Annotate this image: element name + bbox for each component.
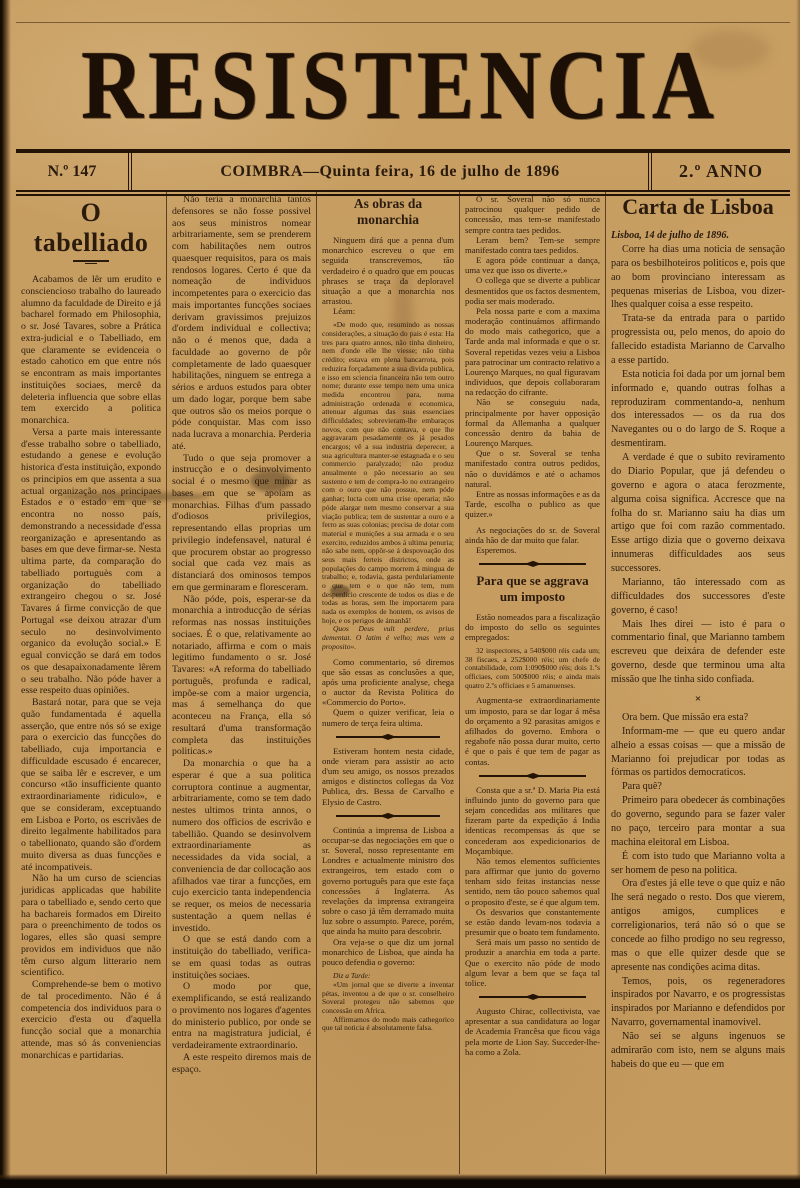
headline-rule: [73, 260, 109, 262]
column-1: [16, 192, 166, 1174]
paragraph: O modo por que, exemplificando, se está realizando o provimento nos logares d'agentes do ministerio publico, por onde se entra na magistratura judicial, é verdadeiramente extraordinario.: [172, 981, 311, 1051]
paragraph: E agora póde continuar a dança, uma vez que isso os diverte.»: [465, 255, 600, 276]
paragraph: 32 inspectores, a 540$000 réis cada um; 38 fiscaes, a 252$000 réis; um chefe de contabilidade, com 1:090$000 réis; dois 1.ºs officiaes, com 500$000 réis; e ainda mais quatro 2.ºs officiaes e 5 amanuenses.: [465, 646, 600, 690]
paragraph: Leram bem? Tem-se sempre manifestado contra taes pedidos.: [465, 234, 600, 255]
scan-edge-bottom: [0, 1174, 800, 1188]
paragraph: Corre ha dias uma noticia de sensação para os besbilhoteiros politicos e, pois que ao bom provinciano interessam as pequenas miserias de Lisboa, vou dizer-lhes qualquer coisa a esse respeito.: [611, 243, 785, 311]
paragraph: Não teria a monarchia tantos defensores se não fosse possivel aos seus ministros nomear arbitrariamente, sem se prenderem com habilitações nem outros quaesquer requisitos, para os mais rendosos logares. Certo é que da nomeação de individuos incompetentes para o exercicio das mais importantes funcções sociaes derivam gravissimos prejuizos d'ordem individual e collectiva; não o é menos que, dada a faculdade ao governo de pôr completamente de lado quaesquer habilitações, ninguem se entrega a sérios e arduos estudos para obter um dado logar, porque bem sabe que outros são os meios porque o póde conquistar. Mas com isso nada lucrava a monarchia. Perderia até.: [172, 194, 311, 452]
paragraph: Os desvarios que constantemente se estão dando levam-nos todavia a presumir que o boato tem fundamento.: [465, 906, 600, 938]
paragraph: Não sei se alguns ingenuos se admirarão com isto, nem se alguns mais habeis do que eu — que em: [611, 1031, 785, 1070]
paragraph: Que o sr. Soveral se tenha manifestado contra outros pedidos, não o duvidámos e até o achamos natural.: [465, 448, 600, 489]
paragraph: Marianno, tão interessado com as difficuldades dos successores d'este governo, é caso!: [611, 576, 785, 616]
separator-rule: ◆: [479, 996, 586, 998]
headline-o-tabelliado: O tabelliado: [33, 198, 149, 257]
date-line: COIMBRA—Quinta feira, 16 de julho de 1896: [220, 162, 560, 180]
quoted-paragraph: «Um jornal que se diverte a inventar pétas, inventou a de que o sr. conselheiro Soveral protegeu não sabemos que concessão em Africa.: [322, 979, 454, 1015]
paragraph: Léam:: [333, 306, 356, 317]
paragraph: Tudo o que seja promover a instrucção e o desinvolvimento social é o mesmo que minar as bases em que se apoiam as monarchias. Filhas d'um passado d'odiosos privilegios, representando ellas proprias um privilegio indefensavel, natural é que procurem obstar ao progresso social que cada vez mais as distanciará dos ominosos tempos em que germinaram e floresceram.: [172, 452, 311, 593]
paragraph: Não se conseguiu nada, principalmente por haver opposição formal da Allemanha a qualquer concessão dentro da bahia de Lourenço Marques.: [465, 397, 600, 449]
paragraph: Augmenta-se extraordinariamente um imposto, para se dar logar á mêsa do orçamento a 92 parasitas amigos e afilhados do governo. Embora o regabofe não possa durar muito, certo é que o país é que tem de pagar as contas.: [465, 695, 600, 767]
x-separator-icon: ×: [694, 692, 702, 705]
paragraph: Não póde, pois, esperar-se da monarchia a introducção de sérias reformas nas nossas instituições sociaes. É o que, relativamente ao notariado, affirma e com o mais legitimo fundamento o sr. José Tavares: «A reforma do tabelliado português, profunda e radical, impõe-se com a maior urgencia, mas á semelhança do que aconteceu na França, ella só resultará d'uma transformação completa das instituições politicas.»: [172, 593, 311, 758]
paragraph: Augusto Chirac, collectivista, vae apresentar a sua candidatura ao logar de Academia Francêsa que ficou vága pela morte de Lion Say. Succeder-lhe-ha como a Zola.: [465, 1006, 600, 1057]
paragraph: Continúa a imprensa de Lisboa a occupar-se das negociações em que o sr. Soveral, nosso representante em Londres e actualmente ministro dos extrangeiros, tem estado com o governo português para que este faça concessões á Inglaterra. As revelações da imprensa extrangeira sobre o caso já têm derramado muita luz sobre o assumpto. Parece, porém, que ainda ha muito para descobrir.: [322, 824, 454, 937]
quoted-paragraph: «De modo que, resumindo as nossas considerações, a situação do pais é esta: Ha tres para quatro annos, não tinha dinheiro, nem d'onde elle lhe viesse; não tinha crédito; estava em plena bancarrota, pois reduzira forçadamente a sua divida publica, e isso em sciencia financeira não tem outro nome; durante esse tempo nem uma unica medida encontrou para, numa administração ordenada e economica, attenuar algumas das suas essenciaes difficuldades; sobrevieram-lhe embaraços novos, com que não contava, e que lhe aggravaram pesadamente os já pesados encargos; vê a sua industria deperecer, a sua agricultura manter-se estagnada e o seu commercio paralyzado; não produz anualmente o pão necessario ao seu sustento e tem de compra-lo no extrangeiro com o ouro que não possue, nem póde ganhar; lucta com uma crise operaria; não póde alargar nem mesmo conservar a sua viação publica; tem de sustentar a ouro e a ferro as suas colonias; precisa de dotar com material e munições a sua armada e o seu exercito, reduzidos ambos á ultima penuria; não sabe nem, oppôr-se á despovoação dos seus mais ferteis districtos, onde as populações do campo morrem á mingua de trabalho; e, todavia, gasta perdulariamente o que tem e o que não tem, num desperdicio crescente de todos os dias e de todas as horas, sem lhe importarem para nada os exemplos de hontem, os avisos de hoje, e os perigos de ámanhã!: [322, 320, 454, 625]
quoted-paragraph: Quos Deus vult perdere, prius dementat. O latim é velho; mas vem a proposito».: [322, 624, 454, 651]
paragraph: Não temos elementos sufficientes para affirmar que junto do governo tenham sido feitas instancias nesse sentido, nem tão pouco sabemos qual o proposito d'este, se é que algum tem.: [465, 855, 600, 907]
scan-edge-left: [0, 0, 11, 1188]
paragraph: Comprehende-se bem o motivo de tal procedimento. Não é á competencia dos individuos para o exercicio d'esta ou d'aquella funcção social que a monarchia attende, mas só ás conveniencias monarchicas e partidarias.: [21, 979, 161, 1061]
paragraph: Mais lhes direi — isto é para o commentario final, que Marianno tambem escreveu que deixára de defender este governo, desde que terminou uma alta missão que lhe tinha sido confiada.: [611, 618, 785, 685]
column-2: [166, 192, 316, 1174]
paragraph: Como commentario, só diremos que são essas as conclusões a que, após uma proficiente analyse, chega o auctor da Revista Politica do «Commercio do Porto».: [322, 656, 454, 708]
column-5: [605, 192, 790, 1174]
letter-dateline: Lisboa, 14 de julho de 1896.: [611, 230, 730, 241]
paragraph: É com isto tudo que Marianno volta a ser homem de peso na politica.: [611, 850, 785, 876]
paragraph: Ora veja-se o que diz um jornal monarchico de Lisboa, que ainda ha pouco defendia o governo:: [322, 936, 454, 967]
separator-rule: ◆: [336, 815, 440, 817]
paragraph: A este respeito diremos mais de espaço.: [172, 1051, 311, 1075]
issue-bar: [16, 149, 790, 196]
paragraph: Quem o quizer verificar, leia o numero de terça feira ultima.: [322, 707, 454, 728]
paragraph: Estão nomeados para a fiscalização do imposto do sello os seguintes empregados:: [465, 611, 600, 642]
paragraph: Pela nossa parte e com a maxima moderação continuámos affirmando do modo mais cathegorico, que a Tarde anda mal informada e que o sr. Soveral repetidas vezes veiu a Lisboa para patrocinar um contracto relativo a Lourenço Marques, no qual figuravam individuos, que depois collaboraram na redacção do cifrante.: [465, 305, 600, 398]
paragraph: Entre as nossas informações e as da Tarde, escolha o publico as que quizer.»: [465, 488, 600, 520]
paragraph: Estiveram hontem nesta cidade, onde vieram para assistir ao acto d'um seu amigo, os nossos prezados amigos e distinctos collegas da Voz Publica, drs. Bessa de Carvalho e Elysio de Castro.: [322, 745, 454, 807]
paragraph: Consta que a sr.ª D. Maria Pia está influindo junto do governo para que sejam concedidas aos militares que fizeram parte da expedição á India identicas recompensas ás que se concederam aos expedicionarios de Moçambique.: [465, 784, 600, 856]
quoted-paragraph: Affirmamos do modo mais cathegorico que tal noticia é absolutamente falsa.: [322, 1014, 454, 1033]
paragraph: Não ha um curso de sciencias juridicas applicadas que habilite para o tabelliado e, sendo certo que ha bachareis formados em Direito para o preenchimento de todos os logares, elles são quasi sempre providos em individuos que não têm curso algum litterario nem scientifico.: [21, 873, 161, 979]
paragraph: A verdade é que o subito reviramento do Diario Popular, que já defendeu o governo e agora o ataca ferozmente, alguma coisa significa. Accresce que na folha do sr. Marianno saiu ha dias um artigo que foi com razão commentado. Esse artigo dizia que o governo deixava innumeras difficuldades aos seus successores.: [611, 452, 785, 574]
headline-para-que-se-aggrava-um-imposto: Para que se aggrava um imposto: [476, 573, 589, 605]
separator-rule: ◆: [479, 775, 586, 777]
scan-edge-right: [796, 0, 800, 1188]
column-3: [316, 192, 459, 1174]
paragraph: As negociações do sr. de Soveral ainda hão de dar muito que falar.: [465, 524, 600, 545]
issue-number: N.º 147: [16, 153, 132, 190]
paragraph: Versa a parte mais interessante d'esse trabalho sobre o tabelliado, estudando a genese e evolução historica d'esta instituição, expondo os principios em que assenta a sua actual organização nos principaes Estados e o estado em que se encontra no nosso país, demonstrando a necessidade d'essa reorganização e apresentando as bases em que deve firmar-se. Nesta ultima parte, da comparação do tabelliado portuguès com a organização do tabelliado extrangeiro chegou o sr. José Tavares á firme convicção de que Portugal «se deixou atrazar d'um seculo no desinvolvimento organico da evolução social.» E egual convicção se dará em todos os que desapaixonadamente lêrem o seu trabalho. Não póde haver a esse respeito duas opiniões.: [21, 426, 161, 697]
paragraph: Esperemos.: [476, 544, 517, 555]
paragraph: Da monarchia o que ha a esperar é que a sua politica corruptora continue a augmentar, arbitrariamente, como se tem dado nestes ultimos trinta annos, o numero dos officios de escrivão e tabellião. Quando se desinvolvem extraordinariamente as necessidades da vida social, a conveniencia de dar collocação aos afilhados vae tirar a funcções, em cujo exercicio tanta independencia se requer, os meios de necessaria sustentação a quem nellas é investido.: [172, 758, 311, 934]
paragraph: Esta noticia foi dada por um jornal bem informado e, quando outras folhas a reproduziram commentando-a, nenhum dos interessados — os da rua dos Navegantes ou o do largo de S. Roque a desmentiram.: [611, 368, 785, 450]
paragraph: O que se está dando com a instituição do tabelliado, verifica-se em quasi todas as outras instituições sociaes.: [172, 934, 311, 981]
paragraph: Primeiro para obedecer ás combinações do governo, segundo para se fazer valer no paço, terceiro para montar a sua machina eleitoral em Lisboa.: [611, 795, 785, 848]
paragraph: Ninguem dirá que a penna d'um monarchico escreveu o que em seguida transcrevemos, tão verdadeiro é o quadro que em poucas phrases se traça da deploravel situação a que a monarchia nos arrastou.: [322, 235, 454, 307]
paragraph: Informam-me — que eu quero andar alheio a essas coisas — que a missão de Marianno foi prejudicar por todas as fórmas os partidos democraticos.: [611, 725, 785, 779]
paragraph: Temos, pois, os regeneradores inspirados por Navarro, e os progressistas inspirados por Marianno e defendidos por Navarro, governamental inamovivel.: [611, 975, 785, 1029]
paragraph: O sr. Soveral não só nunca patrocinou qualquer pedido de concessão, mas tem-se manifestado sempre contra taes pedidos.: [465, 194, 600, 235]
headline-carta-de-lisboa: Carta de Lisboa: [622, 194, 774, 219]
column-4: [459, 192, 605, 1174]
paragraph: Ora bem. Que missão era esta?: [622, 711, 749, 723]
article-columns: [16, 192, 790, 1174]
quoted-paragraph: Diz a Tarde:: [333, 971, 371, 981]
headline-as-obras-da-monarchia: As obras da monarchia: [353, 196, 423, 227]
paragraph: Acabamos de lêr um erudito e consciencioso trabalho do laureado alumno da faculdade de Direito e já bacharel formado em Philosophia, o sr. José Tavares, sobre a Prática extra-judicial e o Tabelliado, em que claramente se evidenceia o estado cahotico em que entre nós se encontram as mais importantes instituições sociaes, mercê da deleteria influencia que sobre ellas tem exercido a politica monarchica.: [21, 274, 161, 426]
paragraph: Trata-se da entrada para o partido progressista ou, pelo menos, do apoio do fallecido estadista Marianno de Carvalho a esse partido.: [611, 313, 785, 366]
paragraph: O collega que se diverte a publicar desmentidos que os factos desmentem, podia ser mais moderado.: [465, 275, 600, 306]
paragraph: Será mais um passo no sentido de produzir a anarchia em toda a parte. Que o exercito não póde de modo algum levar a bem que se faça tal tolice.: [465, 937, 600, 988]
separator-rule: ◆: [479, 563, 586, 565]
separator-rule: ◆: [336, 736, 440, 738]
paragraph: Ora d'estes já elle teve o que quiz e não lhe será negado o resto. Dos que vierem, antigos amigos, cumplices e correligionarios, terá não só o que se concede ao filho prodigo no seu regresso, mas o que elle quizer desde que se apresente nas condições acima ditas.: [611, 878, 785, 973]
paragraph: Para quê?: [622, 781, 662, 793]
year-label: 2.º ANNO: [648, 153, 790, 190]
newspaper-title: RESISTENCIA: [80, 29, 720, 140]
paragraph: Bastará notar, para que se veja quão fundamentada é aquella asserção, que entre nós só se exige para o exercicio das funcções do tabelliado, cuja importancia e difficuldade escusado é encarecer, que se saiba lêr e escrever, e um concurso «tão insufficiente quanto extraordinariamente ridiculo», e que se consideram, exceptuando em Lisboa e Porto, os escrivães de direito legalmente habilitados para o tabellionato, quando são d'ordem muito diversa as duas funcções e até incompativeis.: [21, 697, 161, 873]
